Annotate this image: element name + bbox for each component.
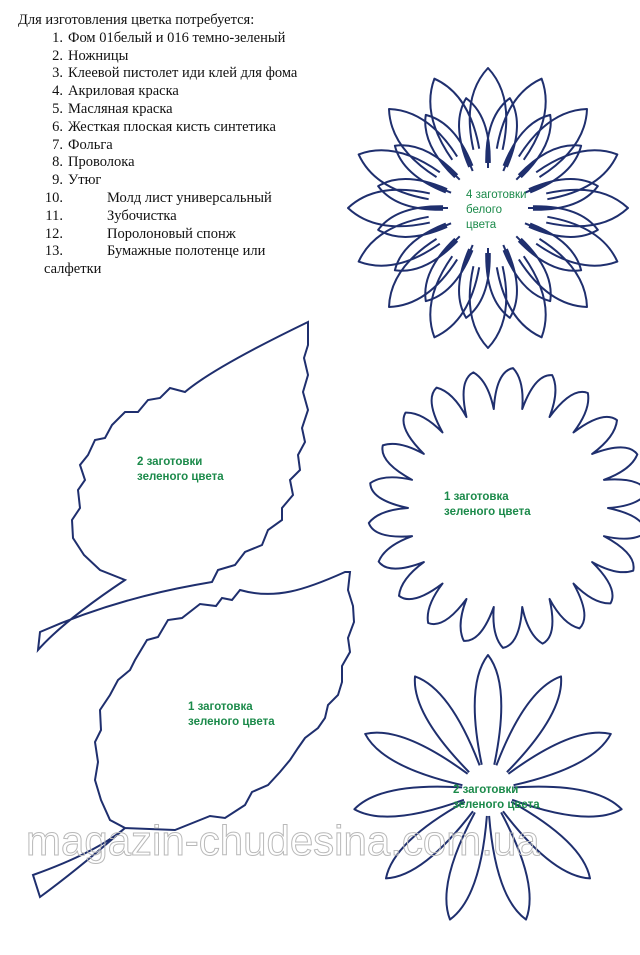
materials-item-number: 4. (52, 83, 63, 100)
materials-item-number: 10. (44, 189, 63, 206)
materials-item (18, 226, 348, 244)
materials-item-number: 3. (52, 65, 63, 82)
materials-item-text: Зубочистка (107, 207, 177, 224)
materials-item (18, 190, 348, 208)
label-line: зеленого цвета (188, 716, 275, 728)
label-line: 2 заготовки (137, 456, 203, 468)
materials-item-text: Жесткая плоская кисть синтетика (68, 118, 276, 135)
materials-item-number: 12. (44, 225, 63, 242)
label-line: зеленого цвета (137, 471, 224, 483)
materials-item (18, 172, 348, 190)
label-line: белого (466, 204, 503, 216)
materials-item-text: Ножницы (68, 47, 129, 64)
materials-item (18, 48, 348, 66)
materials-item (18, 243, 348, 261)
materials-list-continuation: салфетки (44, 261, 102, 278)
materials-item (18, 101, 348, 119)
label-line: 2 заготовки (453, 784, 519, 796)
small-leaf-label (137, 455, 224, 485)
label-line: 1 заготовка (188, 701, 253, 713)
materials-item-number: 13. (44, 243, 63, 260)
materials-item-number: 5. (52, 100, 63, 117)
green-flower-label (444, 490, 531, 520)
materials-item-number: 7. (52, 136, 63, 153)
materials-item (18, 65, 348, 83)
materials-item-text: Фольга (68, 136, 113, 153)
label-line: зеленого цвета (453, 799, 540, 811)
materials-item-number: 8. (52, 154, 63, 171)
materials-item-text: Масляная краска (68, 100, 173, 117)
materials-item-number: 1. (52, 29, 63, 46)
large-leaf-label (188, 700, 275, 730)
label-line: 1 заготовка (444, 491, 509, 503)
materials-section (18, 12, 348, 279)
label-line: цвета (466, 219, 497, 231)
materials-title: Для изготовления цветка потребуется: (18, 12, 255, 28)
materials-item (18, 119, 348, 137)
small-leaf-template (38, 322, 308, 650)
materials-item-number: 9. (52, 172, 63, 189)
materials-item (18, 30, 348, 48)
materials-item-text: Акриловая краска (68, 83, 179, 100)
materials-item-number: 2. (52, 47, 63, 64)
materials-list (18, 30, 348, 261)
materials-item-text: Поролоновый спонж (107, 225, 236, 242)
materials-item-text: Утюг (68, 172, 102, 189)
materials-item (18, 208, 348, 226)
materials-item (18, 137, 348, 155)
small-flower-label (453, 783, 540, 813)
materials-item-text: Клеевой пистолет иди клей для фома (68, 65, 298, 82)
white-flower-label (466, 188, 526, 233)
label-line: зеленого цвета (444, 506, 531, 518)
label-line: 4 заготовки (466, 189, 527, 201)
materials-item-number: 11. (45, 207, 63, 224)
materials-item-text: Бумажные полотенце или (107, 243, 266, 260)
materials-item-text: Фом 01белый и 016 темно-зеленый (68, 29, 286, 46)
materials-item-text: Молд лист универсальный (107, 189, 272, 206)
materials-item (18, 83, 348, 101)
materials-item-text: Проволока (68, 154, 135, 171)
materials-item-number: 6. (52, 118, 63, 135)
watermark: magazin-chudesina.com.ua (26, 817, 540, 864)
materials-item (18, 154, 348, 172)
